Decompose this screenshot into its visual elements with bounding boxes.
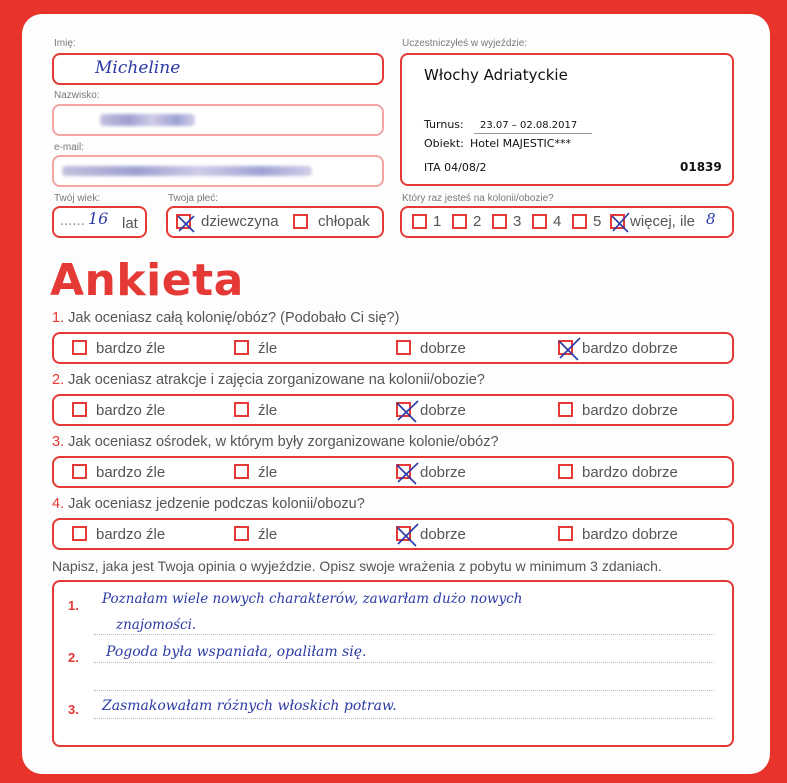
question-2 (52, 372, 485, 388)
q1-option-dobrze: dobrze (420, 340, 466, 357)
times-option-5: 5 (593, 213, 602, 230)
q3-checkbox-bardzo-dobrze[interactable] (558, 464, 573, 479)
q2-checkbox-zle[interactable] (234, 402, 249, 417)
turnus-underline (474, 133, 592, 134)
age-dots: ...... (60, 214, 85, 229)
q1-checkbox-bardzo-dobrze[interactable] (558, 340, 573, 355)
question-4-number: 4. (52, 496, 65, 512)
times-checkbox-more[interactable] (610, 214, 625, 229)
trip-label: Uczestniczyłeś w wyjeździe: (402, 38, 528, 49)
opinion-number-2: 2. (68, 650, 79, 665)
q4-checkbox-bardzo-dobrze[interactable] (558, 526, 573, 541)
name-value: Micheline (95, 58, 181, 78)
q1-checkbox-dobrze[interactable] (396, 340, 411, 355)
q4-option-zle: źle (258, 526, 278, 543)
q2-checkbox-bardzo-dobrze[interactable] (558, 402, 573, 417)
survey-title: Ankieta (50, 255, 244, 306)
question-2-number: 2. (52, 372, 65, 388)
times-checkbox-4[interactable] (532, 214, 547, 229)
email-label: e-mail: (54, 142, 85, 153)
q3-checkbox-dobrze[interactable] (396, 464, 411, 479)
q4-option-bardzo-dobrze: bardzo dobrze (582, 526, 678, 543)
q3-option-bardzo-zle: bardzo źle (96, 464, 166, 481)
question-1-text: Jak oceniasz całą kolonię/obóz? (Podobało Ci się?) (68, 310, 400, 326)
opinion-text-2: Pogoda była wspaniała, opaliłam się. (106, 644, 367, 660)
times-checkbox-1[interactable] (412, 214, 427, 229)
q3-option-zle: źle (258, 464, 278, 481)
opinion-line-2 (94, 690, 714, 691)
object-label: Obiekt: (424, 137, 464, 150)
turnus-value: 23.07 – 02.08.2017 (480, 120, 578, 131)
times-option-more: więcej, ile (630, 213, 696, 230)
times-option-3: 3 (513, 213, 522, 230)
question-3-text: Jak oceniasz ośrodek, w którym były zorganizowane kolonie/obóz? (68, 434, 499, 450)
opinion-number-3: 3. (68, 702, 79, 717)
question-3-number: 3. (52, 434, 65, 450)
opinion-text-3: Zasmakowałam różnych włoskich potraw. (102, 698, 397, 714)
opinion-line-1 (94, 634, 714, 635)
times-option-1: 1 (433, 213, 442, 230)
q2-option-zle: źle (258, 402, 278, 419)
opinion-prompt: Napisz, jaka jest Twoja opinia o wyjeździe. Opisz swoje wrażenia z pobytu w minimum 3 zdaniach. (52, 558, 662, 574)
opinion-number-1: 1. (68, 598, 79, 613)
q4-checkbox-zle[interactable] (234, 526, 249, 541)
times-checkbox-2[interactable] (452, 214, 467, 229)
object-value: Hotel MAJESTIC*** (470, 137, 571, 150)
gender-label: Twoja płeć: (168, 193, 219, 204)
age-unit: lat (122, 215, 138, 232)
times-label: Który raz jesteś na kolonii/obozie? (402, 193, 554, 204)
q4-option-dobrze: dobrze (420, 526, 466, 543)
q4-option-bardzo-zle: bardzo źle (96, 526, 166, 543)
gender-checkbox-girl[interactable] (176, 214, 191, 229)
q1-option-zle: źle (258, 340, 278, 357)
question-3 (52, 434, 499, 450)
q2-option-bardzo-dobrze: bardzo dobrze (582, 402, 678, 419)
gender-option-boy: chłopak (318, 213, 370, 230)
q4-checkbox-dobrze[interactable] (396, 526, 411, 541)
opinion-line-3 (94, 718, 714, 719)
q1-checkbox-zle[interactable] (234, 340, 249, 355)
question-4-text: Jak oceniasz jedzenie podczas kolonii/obozu? (68, 496, 365, 512)
redacted-email (62, 166, 312, 176)
q2-option-dobrze: dobrze (420, 402, 466, 419)
redacted-surname (100, 114, 195, 126)
q3-option-bardzo-dobrze: bardzo dobrze (582, 464, 678, 481)
turnus-label: Turnus: (424, 118, 464, 131)
q4-checkbox-bardzo-zle[interactable] (72, 526, 87, 541)
q3-checkbox-bardzo-zle[interactable] (72, 464, 87, 479)
trip-code: ITA 04/08/2 (424, 161, 487, 174)
times-value: 8 (706, 210, 716, 228)
times-checkbox-5[interactable] (572, 214, 587, 229)
gender-checkbox-boy[interactable] (293, 214, 308, 229)
q3-option-dobrze: dobrze (420, 464, 466, 481)
q1-option-bardzo-zle: bardzo źle (96, 340, 166, 357)
times-option-2: 2 (473, 213, 482, 230)
opinion-line-1b (94, 662, 714, 663)
trip-number: 01839 (680, 160, 722, 174)
surname-label: Nazwisko: (54, 90, 100, 101)
q3-checkbox-zle[interactable] (234, 464, 249, 479)
question-2-text: Jak oceniasz atrakcje i zajęcia zorganizowane na kolonii/obozie? (68, 372, 485, 388)
q2-checkbox-bardzo-zle[interactable] (72, 402, 87, 417)
question-4 (52, 496, 365, 512)
opinion-text-1: Poznałam wiele nowych charakterów, zawarłam dużo nowych (102, 591, 523, 607)
times-option-4: 4 (553, 213, 562, 230)
question-1 (52, 310, 399, 326)
q1-option-bardzo-dobrze: bardzo dobrze (582, 340, 678, 357)
q2-checkbox-dobrze[interactable] (396, 402, 411, 417)
question-1-number: 1. (52, 310, 65, 326)
q1-checkbox-bardzo-zle[interactable] (72, 340, 87, 355)
gender-option-girl: dziewczyna (201, 213, 279, 230)
q2-option-bardzo-zle: bardzo źle (96, 402, 166, 419)
opinion-text-1-cont: znajomości. (116, 617, 197, 633)
name-label: Imię: (54, 38, 76, 49)
trip-destination: Włochy Adriatyckie (424, 66, 568, 84)
age-label: Twój wiek: (54, 193, 101, 204)
age-value: 16 (88, 209, 109, 228)
times-checkbox-3[interactable] (492, 214, 507, 229)
